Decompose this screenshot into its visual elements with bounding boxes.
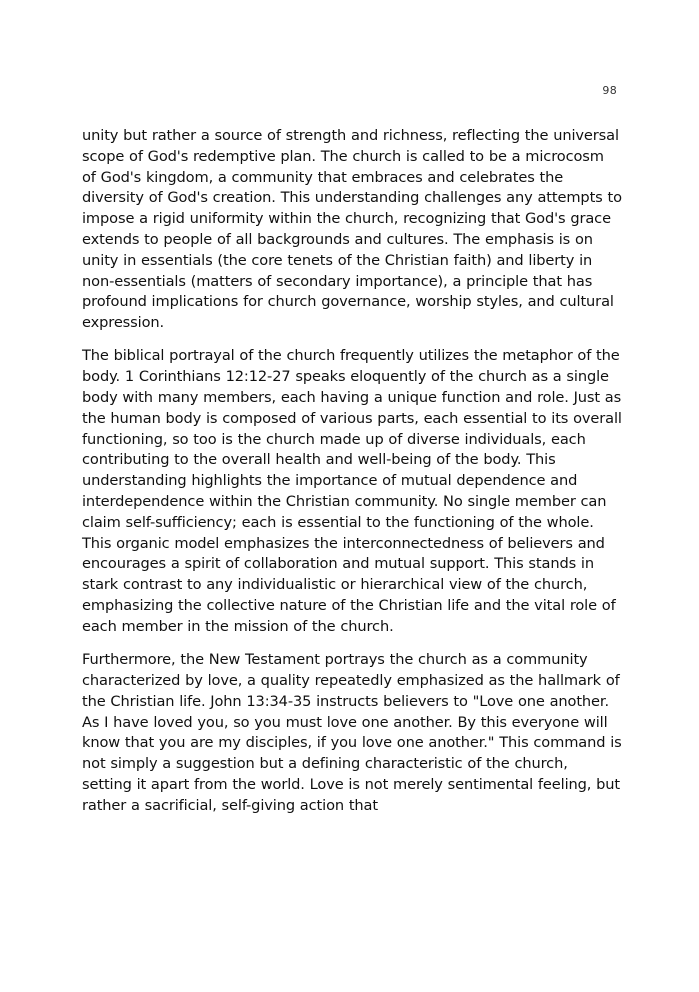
paragraph-1: unity but rather a source of strength and richness, reflecting the universal scope of God's redemptive plan. The church is called to be a microcosm of God's kingdom, a community that embraces and celebrates the diversity of God's creation. This understanding challenges any attempts to impose a rigid uniformity within the church, recognizing that God's grace extends to people of all backgrounds and cultures. The emphasis is on unity in essentials (the core tenets of the Christian faith) and liberty in non-essentials (matters of secondary importance), a principle that has profound implications for church governance, worship styles, and cultural expression. xyxy=(82,127,622,332)
page-body xyxy=(82,126,622,817)
paragraph-2: The biblical portrayal of the church frequently utilizes the metaphor of the body. 1 Corinthians 12:12-27 speaks eloquently of the church as a single body with many members, each having a unique function and role. Just as the human body is composed of various parts, each essential to its overall functioning, so too is the church made up of diverse individuals, each contributing to the overall health and well-being of the body. This understanding highlights the importance of mutual dependence and interdependence within the Christian community. No single member can claim self-sufficiency; each is essential to the functioning of the whole. This organic model emphasizes the interconnectedness of believers and encourages a spirit of collaboration and mutual support. This stands in stark contrast to any individualistic or hierarchical view of the church, emphasizing the collective nature of the Christian life and the vital role of each member in the mission of the church. xyxy=(82,347,622,635)
page-number: 98 xyxy=(602,84,617,97)
paragraph-3: Furthermore, the New Testament portrays the church as a community characterized by love, a quality repeatedly emphasized as the hallmark of the Christian life. John 13:34-35 instructs believers to "Love one another. As I have loved you, so you must love one another. By this everyone will know that you are my disciples, if you love one another." This command is not simply a suggestion but a defining characteristic of the church, setting it apart from the world. Love is not merely sentimental feeling, but rather a sacrificial, self-giving action that xyxy=(82,651,622,814)
